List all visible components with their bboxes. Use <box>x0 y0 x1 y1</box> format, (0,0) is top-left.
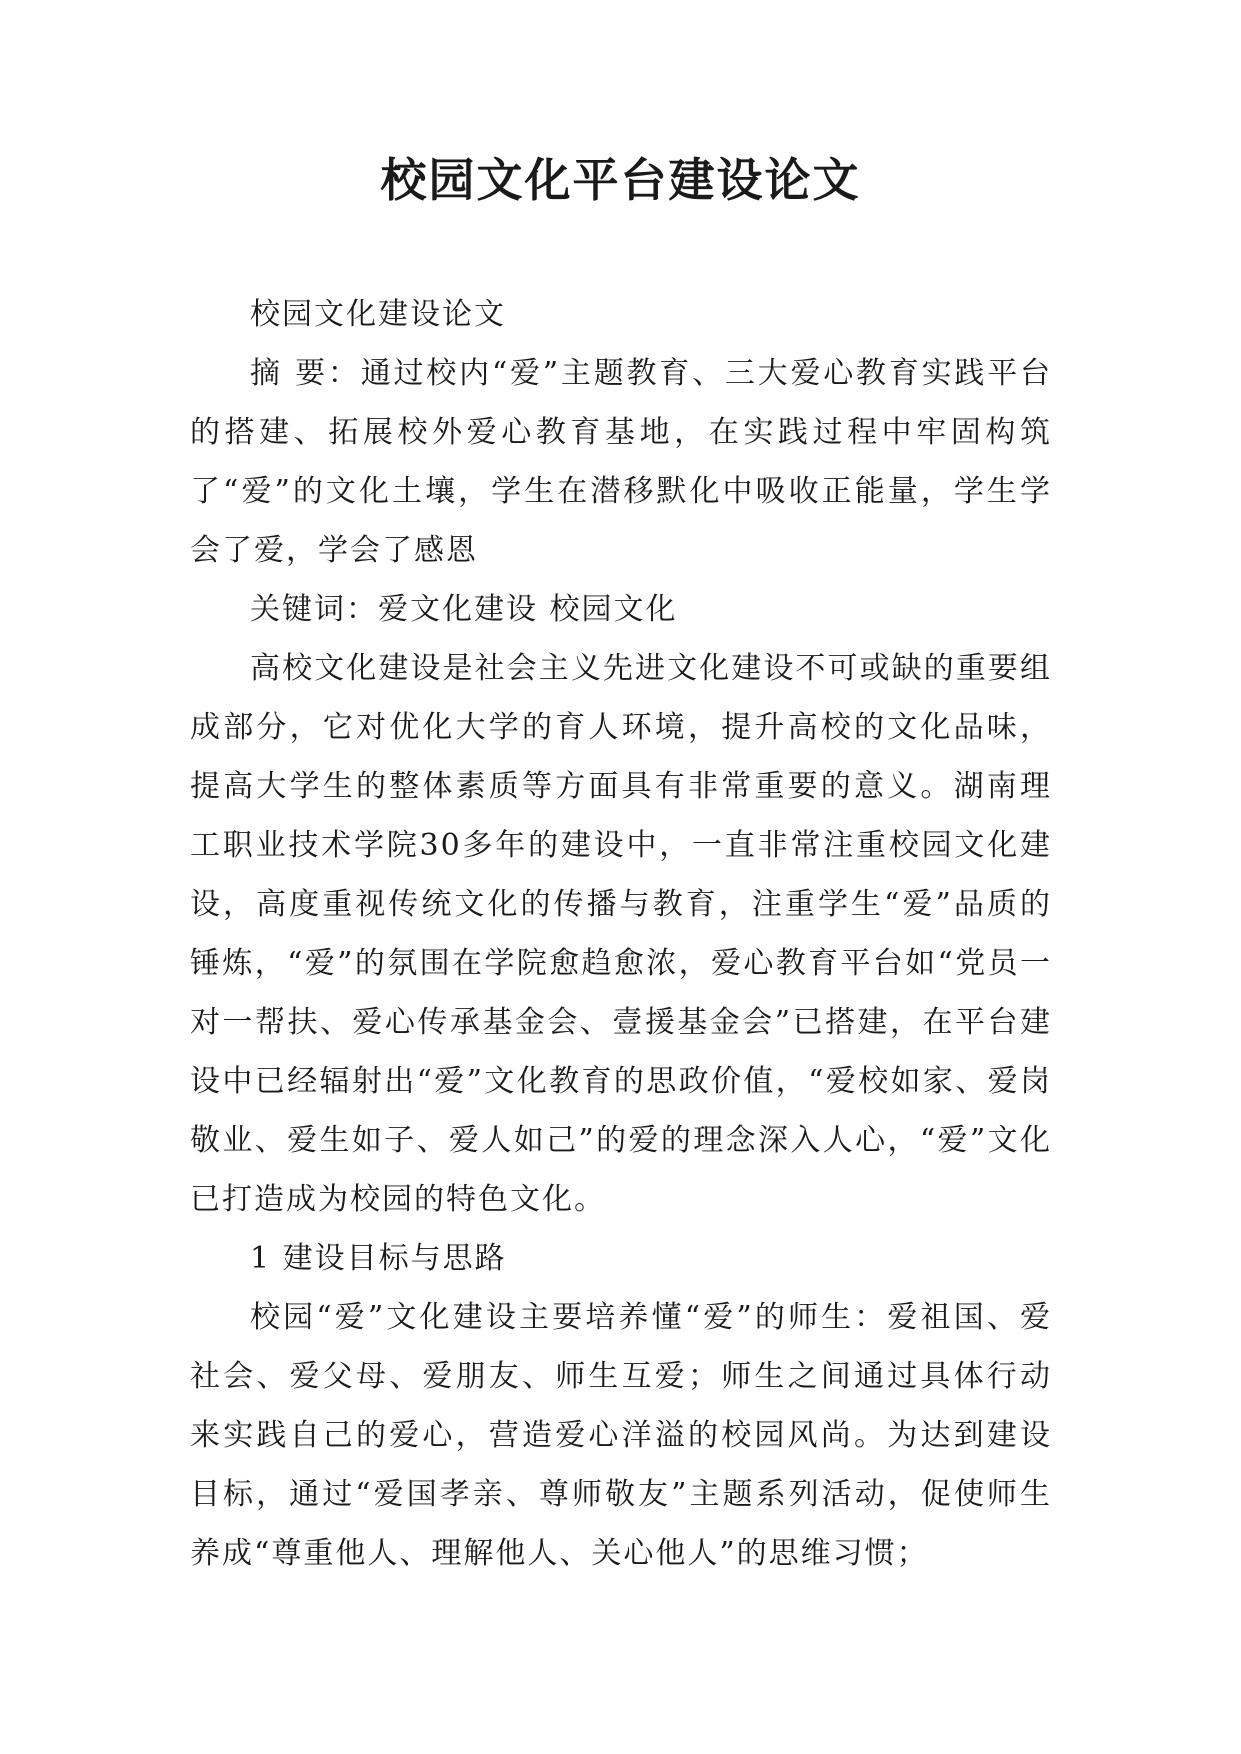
section-heading: 1 建设目标与思路 <box>250 1241 507 1276</box>
document-title: 校园文化平台建设论文 <box>380 153 861 207</box>
subtitle-paragraph: 校园文化建设论文 <box>250 297 506 332</box>
intro-paragraph: 高校文化建设是社会主义先进文化建设不可或缺的重要组成部分，它对优化大学的育人环境，提升高校的文化品味，提高大学生的整体素质等方面具有非常重要的意义。湖南理工职业技术学院30多年的建设中，一直非常注重校园文化建设，高度重视传统文化的传播与教育，注重学生“爱”品质的锤炼，“爱”的氛围在学院愈趋愈浓，爱心教育平台如“党员一对一帮扶、爱心传承基金会、壹援基金会”已搭建，在平台建设中已经辐射出“爱”文化教育的思政价值，“爱校如家、爱岗敬业、爱生如子、爱人如己”的爱的理念深入人心，“爱”文化已打造成为校园的特色文化。 <box>190 651 1052 1217</box>
abstract-paragraph: 摘 要：通过校内“爱”主题教育、三大爱心教育实践平台的搭建、拓展校外爱心教育基地，在实践过程中牢固构筑了“爱”的文化土壤，学生在潜移默化中吸收正能量，学生学会了爱，学会了感恩 <box>190 356 1052 568</box>
document-body <box>190 285 1052 1583</box>
section-paragraph: 校园“爱”文化建设主要培养懂“爱”的师生：爱祖国、爱社会、爱父母、爱朋友、师生互爱；师生之间通过具体行动来实践自己的爱心，营造爱心洋溢的校园风尚。为达到建设目标，通过“爱国孝亲、尊师敬友”主题系列活动，促使师生养成“尊重他人、理解他人、关心他人”的思维习惯； <box>190 1300 1052 1571</box>
keywords-paragraph: 关键词：爱文化建设 校园文化 <box>250 592 678 627</box>
